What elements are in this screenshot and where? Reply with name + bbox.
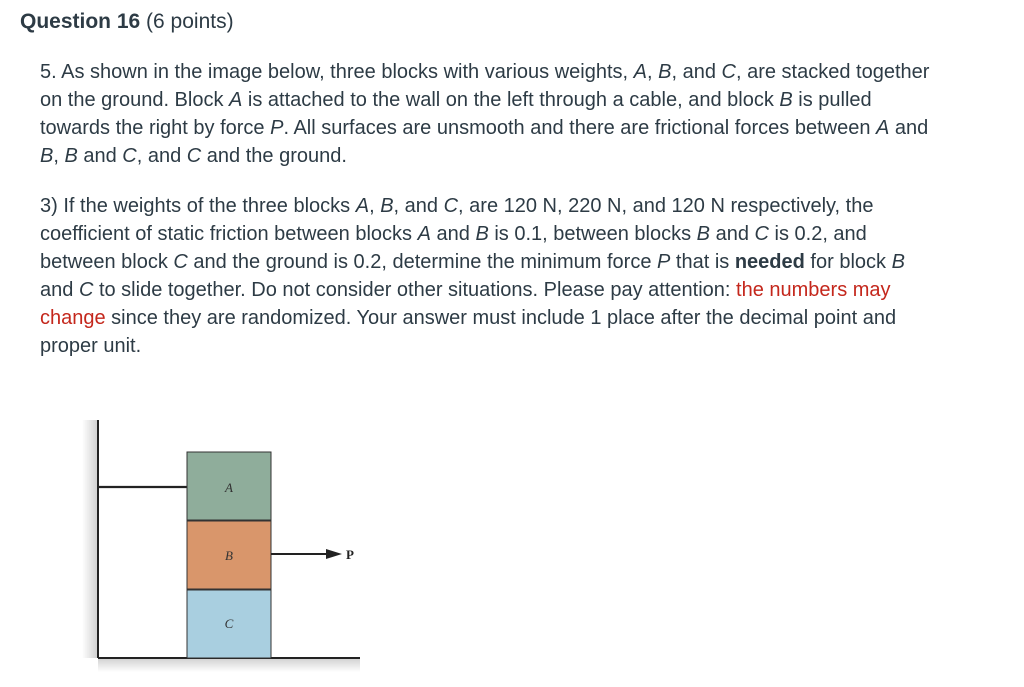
var-c: C: [721, 61, 736, 83]
var-b: B: [696, 223, 711, 245]
var-b: B: [658, 61, 672, 83]
text-run: and: [430, 223, 476, 245]
force-arrow-head: [326, 549, 342, 559]
text-run: , are 120 N, 220 N, and 120 N respectively, the coefficient of static friction between blocks: [40, 195, 874, 245]
block-a-label: A: [225, 480, 233, 495]
text-run: since they are randomized. Your answer must include 1 place after the decimal point and proper unit.: [40, 307, 897, 357]
text-run: is attached to the wall on the left through a cable, and block: [242, 89, 780, 111]
blocks-diagram: [80, 412, 380, 672]
var-a: A: [876, 117, 890, 139]
text-run: , and: [671, 61, 722, 83]
text-run: . All surfaces are unsmooth and there are frictional forces between: [283, 117, 876, 139]
text-run: and the ground is 0.2, determine the minimum force: [187, 251, 658, 273]
emphasis-needed: needed: [734, 251, 805, 273]
var-a: A: [229, 89, 243, 111]
text-run: that is: [670, 251, 735, 273]
text-run: to slide together. Do not consider other situations. Please pay attention:: [93, 279, 737, 301]
text-run: , and: [136, 145, 187, 167]
text-run: and the ground.: [201, 145, 347, 167]
var-a: A: [355, 195, 370, 217]
text-run: and: [710, 223, 755, 245]
block-c-label: C: [224, 616, 234, 631]
var-b: B: [380, 195, 394, 217]
var-p: P: [657, 251, 671, 273]
question-prompt: [40, 192, 940, 360]
text-run: and: [77, 145, 123, 167]
wall-shading: [82, 420, 98, 658]
ground-shading: [98, 658, 360, 672]
text-run: , are stacked together on the ground. Block: [40, 61, 930, 111]
text-run: ,: [53, 145, 65, 167]
block-b-label: B: [225, 548, 233, 563]
var-b: B: [779, 89, 793, 111]
text-run: and: [889, 117, 929, 139]
question-title: Question 16: [20, 10, 141, 33]
question-body: [40, 58, 940, 360]
text-run: for block: [804, 251, 892, 273]
text-run: 5. As shown in the image below, three blocks with various weights,: [40, 61, 634, 83]
var-b: B: [475, 223, 489, 245]
text-run: ,: [369, 195, 381, 217]
problem-description: [40, 58, 940, 170]
text-run: and: [40, 279, 79, 301]
blocks-figure: [80, 412, 380, 672]
var-b: B: [40, 145, 54, 167]
question-points: (6 points): [146, 10, 234, 33]
var-b: B: [891, 251, 905, 273]
var-a: A: [633, 61, 647, 83]
var-c: C: [754, 223, 769, 245]
text-run: 3) If the weights of the three blocks: [40, 195, 356, 217]
force-label: P: [346, 547, 354, 562]
text-run: ,: [647, 61, 659, 83]
text-run: is 0.1, between blocks: [488, 223, 697, 245]
var-c: C: [443, 195, 459, 217]
var-b: B: [64, 145, 78, 167]
question-header: [20, 10, 234, 34]
randomized-warning: the numbers may change: [40, 279, 891, 329]
var-p: P: [270, 117, 284, 139]
var-c: C: [122, 145, 137, 167]
text-run: is 0.2, and between block: [40, 223, 867, 273]
text-run: is pulled towards the right by force: [40, 89, 872, 139]
var-c: C: [186, 145, 202, 167]
var-c: C: [78, 279, 94, 301]
text-run: , and: [393, 195, 444, 217]
var-c: C: [173, 251, 188, 273]
var-a: A: [417, 223, 431, 245]
